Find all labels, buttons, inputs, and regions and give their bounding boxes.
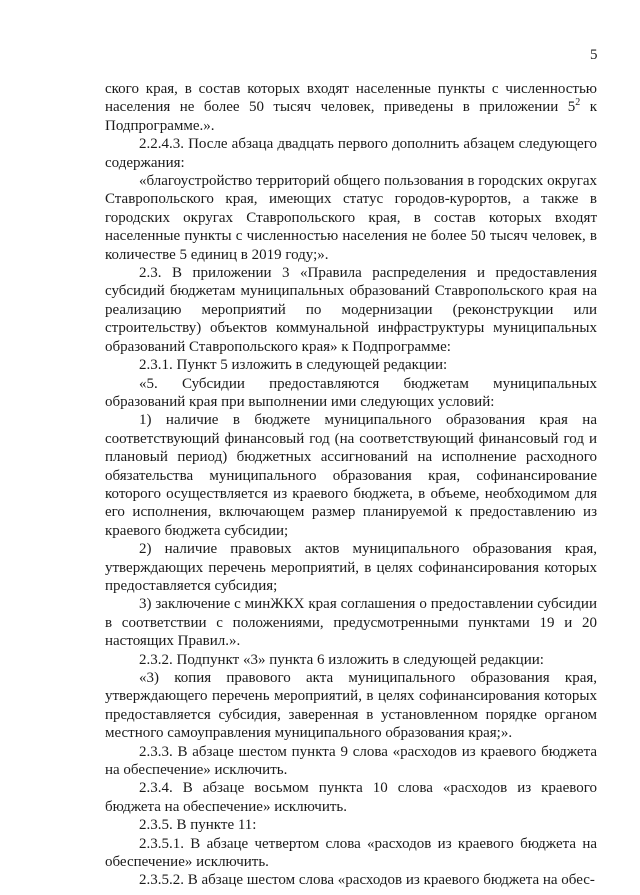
paragraph: «благоустройство территорий общего пользования в городских округах Ставропольского края, имеющих статус городов-курортов, а также в городских округах Ставропольского края, в состав которых входят населенные пункты с численностью населения не более 50 тысяч человек, в количестве 5 единиц в 2019 году;». <box>105 173 597 263</box>
paragraph: 2.3.2. Подпункт «3» пункта 6 изложить в следующей редакции: <box>139 651 544 668</box>
paragraph: 2.3.5.1. В абзаце четвертом слова «расходов из краевого бюджета на обеспечение» исключить. <box>105 835 597 871</box>
paragraph: 2.3.5. В пункте 11: <box>139 817 257 834</box>
paragraph: 3) заключение с минЖКХ края соглашения о предоставлении субсидии в соответствии с положениями, предусмотренными пунктами 19 и 20 настоящих Правил.». <box>105 596 597 650</box>
superscript: 2 <box>575 97 581 109</box>
paragraph: 2) наличие правовых актов муниципального образования края, утверждающих перечень мероприятий, в целях софинансирования которых предоставляется субсидия; <box>105 541 597 594</box>
paragraph: 2.3.1. Пункт 5 изложить в следующей редакции: <box>139 357 448 374</box>
document-body <box>105 80 597 890</box>
paragraph: «3) копия правового акта муниципального образования края, утверждающего перечень мероприятий, в целях софинансирования которых предоставляется субсидия, заверенная в установленном порядке органом местного самоуправления муниципального образования края;». <box>105 670 597 742</box>
paragraph: «5. Субсидии предоставляются бюджетам муниципальных образований края при выполнении ими следующих условий: <box>105 375 597 410</box>
paragraph: 2.3. В приложении 3 «Правила распределения и предоставления субсидий бюджетам муниципальных образований Ставропольского края на реализацию мероприятий по модернизации (реконструкции или строительству) объектов коммунальной инфраструктуры муниципальных образований Ставропольского края» к Подпрограмме: <box>105 265 597 355</box>
paragraph: 2.3.4. В абзаце восьмом пункта 10 слова «расходов из краевого бюджета на обеспечение» исключить. <box>105 780 597 815</box>
paragraph: 1) наличие в бюджете муниципального образования края на соответствующий финансовый год (на соответствующий финансовый год и плановый период) бюджетных ассигнований на исполнение расходного обязательства муниципального образования края, софинансирование которого осуществляется из краевого бюджета, в объеме, необходимом для его исполнения, включающем размер планируемой к предоставлению из краевого бюджета субсидии; <box>105 412 597 539</box>
paragraph: 2.3.3. В абзаце шестом пункта 9 слова «расходов из краевого бюджета на обеспечение» исключить. <box>105 743 597 779</box>
paragraph: 2.2.4.3. После абзаца двадцать первого дополнить абзацем следующего содержания: <box>105 136 597 171</box>
paragraph: ского края, в состав которых входят населенные пункты с численностью населения не более 50 тысяч человек, приведены в приложении $5^2$ к Подпрограмме.». <box>105 81 598 134</box>
page-number: 5 <box>590 47 598 63</box>
paragraph: 2.3.5.2. В абзаце шестом слова «расходов из краевого бюджета на обес- <box>139 872 595 889</box>
